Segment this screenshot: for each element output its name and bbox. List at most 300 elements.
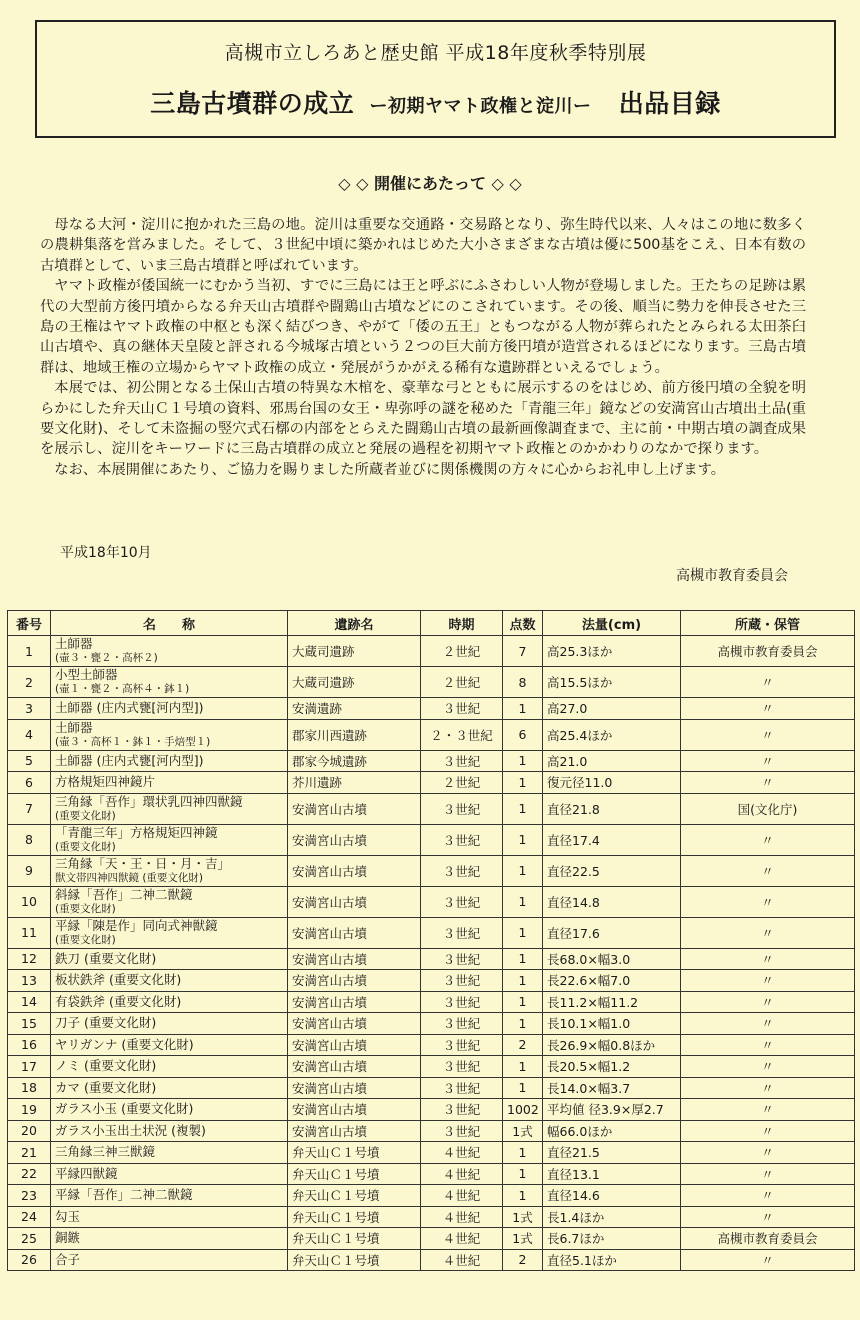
cell-site [288, 824, 421, 855]
cell-name-text: 鉄刀 (重要文化財) [55, 950, 157, 966]
table-row [8, 855, 855, 886]
cell-owner-text: 〃 [761, 775, 774, 791]
cell-name [51, 970, 288, 992]
cell-number-text: 1 [25, 643, 33, 659]
cell-count [503, 698, 543, 720]
table-row [8, 667, 855, 698]
cell-size [543, 824, 681, 855]
cell-name [51, 750, 288, 772]
table-header-row [8, 611, 855, 636]
cell-name [51, 698, 288, 720]
cell-owner [681, 667, 855, 698]
cell-number-text: 15 [21, 1015, 37, 1031]
table-row [8, 698, 855, 720]
cell-size [543, 772, 681, 794]
cell-period-text: ３世紀 [442, 973, 481, 989]
cell-owner [681, 719, 855, 750]
cell-owner [681, 1206, 855, 1228]
cell-number-text: 21 [21, 1144, 37, 1160]
cell-site [288, 855, 421, 886]
table-row [8, 948, 855, 970]
cell-period [421, 1120, 503, 1142]
cell-name [51, 636, 288, 667]
cell-size-text: 高25.4ほか [547, 727, 613, 743]
cell-site [288, 1056, 421, 1078]
cell-period-text: ３世紀 [442, 1016, 481, 1032]
cell-site-text: 安満宮山古墳 [292, 1080, 368, 1096]
cell-count-text: 1 [518, 753, 527, 769]
cell-count-text: 1 [518, 1058, 527, 1074]
cell-period-text: ３世紀 [442, 863, 481, 879]
cell-site [288, 991, 421, 1013]
cell-number [8, 1249, 51, 1271]
cell-period [421, 772, 503, 794]
section-heading: ◇ ◇ 開催にあたって ◇ ◇ [338, 174, 522, 193]
cell-count [503, 719, 543, 750]
cell-size-text: 直径13.1 [547, 1166, 600, 1182]
cell-period-text: ３世紀 [442, 894, 481, 910]
cell-site-text: 安満宮山古墳 [292, 1102, 368, 1118]
table-row [8, 1077, 855, 1099]
cell-owner [681, 948, 855, 970]
cell-owner [681, 1099, 855, 1121]
cell-number [8, 636, 51, 667]
cell-number [8, 855, 51, 886]
intro-paragraph: 本展では、初公開となる土保山古墳の特異な木棺を、豪華な弓とともに展示するのをはじめ、前方後円墳の全貌を明らかにした弁天山Ｃ１号墳の資料、邪馬台国の女王・卑弥呼の謎を秘めた「青龍三年」鏡などの安満宮山古墳出土品(重要文化財)、そして未盗掘の竪穴式石槨の内部をとらえた闘鶏山古墳の最新画像調査まで、主に前・中期古墳の調査成果を展示し、淀川をキーワードに三島古墳群の成立と発展の過程を初期ヤマト政権とのかかわりのなかで探ります。 [40, 380, 806, 458]
cell-size-text: 高25.3ほか [547, 644, 613, 659]
cell-size-text: 高27.0 [547, 701, 588, 717]
cell-name-text: 平縁四獣鏡 [55, 1165, 118, 1181]
cell-name-subtext: (壷１・甕２・高杯４・鉢１) [55, 683, 190, 695]
cell-number [8, 948, 51, 970]
header-number: 番号 [8, 611, 51, 636]
cell-period-text: ４世紀 [442, 1231, 481, 1247]
cell-period-text: ４世紀 [442, 1145, 481, 1161]
cell-owner [681, 917, 855, 948]
cell-name-subtext: (重要文化財) [55, 902, 116, 915]
cell-count [503, 1185, 543, 1207]
cell-name-text: 三角縁「天・王・日・月・吉」 [55, 855, 231, 871]
cell-site-text: 安満宮山古墳 [292, 925, 368, 941]
cell-number-text: 17 [21, 1058, 37, 1074]
cell-size [543, 1099, 681, 1121]
cell-site [288, 1077, 421, 1099]
cell-number-text: 8 [25, 832, 33, 847]
cell-owner [681, 1056, 855, 1078]
cell-owner-text: 〃 [761, 894, 774, 910]
cell-size [543, 667, 681, 698]
exhibition-header: 高槻市立しろあと歴史館 平成18年度秋季特別展 [224, 42, 647, 64]
cell-number [8, 793, 51, 824]
cell-owner [681, 793, 855, 824]
cell-count [503, 1056, 543, 1078]
cell-number-text: 7 [25, 801, 33, 816]
cell-owner-text: 〃 [761, 675, 774, 690]
cell-period [421, 719, 503, 750]
table-row [8, 1120, 855, 1142]
cell-number [8, 824, 51, 855]
cell-name-text: 平縁「吾作」二神二獣鏡 [55, 1187, 193, 1203]
cell-name-text: 「青龍三年」方格規矩四神鏡 [55, 824, 218, 840]
cell-number-text: 4 [25, 727, 33, 742]
cell-site-text: 安満宮山古墳 [292, 1059, 368, 1075]
cell-count [503, 667, 543, 698]
cell-name-text: 有袋鉄斧 (重要文化財) [55, 993, 182, 1009]
cell-period [421, 917, 503, 948]
cell-site-text: 安満宮山古墳 [292, 1037, 368, 1053]
cell-name-text: ヤリガンナ (重要文化財) [55, 1036, 194, 1052]
cell-owner-text: 〃 [761, 1102, 774, 1118]
cell-count-text: 6 [518, 727, 527, 742]
cell-count-text: 1 [518, 801, 527, 816]
cell-site [288, 1249, 421, 1271]
cell-period [421, 698, 503, 720]
cell-number-text: 12 [21, 951, 37, 967]
cell-site-text: 大蔵司遺跡 [292, 675, 355, 690]
cell-period-text: ３世紀 [442, 1080, 481, 1096]
cell-name-text: 刀子 (重要文化財) [55, 1015, 157, 1031]
cell-count [503, 1077, 543, 1099]
cell-size [543, 1185, 681, 1207]
cell-count-text: 1 [518, 863, 527, 878]
cell-size-text: 直径21.8 [547, 801, 600, 817]
cell-size [543, 750, 681, 772]
cell-count [503, 886, 543, 917]
cell-size [543, 1013, 681, 1035]
cell-period [421, 1034, 503, 1056]
cell-number-text: 10 [21, 894, 37, 909]
table-row [8, 793, 855, 824]
cell-number-text: 5 [25, 753, 33, 769]
cell-size-text: 幅66.0ほか [547, 1123, 613, 1139]
cell-number [8, 1206, 51, 1228]
cell-site [288, 698, 421, 720]
cell-name-text: カマ (重要文化財) [55, 1079, 157, 1095]
cell-number [8, 1077, 51, 1099]
cell-size-text: 高21.0 [547, 753, 588, 769]
cell-count [503, 855, 543, 886]
cell-number-text: 14 [21, 994, 37, 1010]
cell-period-text: ３世紀 [442, 832, 481, 848]
cell-name [51, 1077, 288, 1099]
cell-number [8, 970, 51, 992]
cell-size [543, 698, 681, 720]
table-row [8, 1099, 855, 1121]
cell-count-text: 1 [518, 774, 527, 790]
cell-number [8, 750, 51, 772]
cell-site [288, 750, 421, 772]
cell-size-text: 直径17.4 [547, 832, 600, 848]
cell-name [51, 1206, 288, 1228]
cell-count [503, 917, 543, 948]
cell-owner-text: 〃 [761, 1166, 774, 1182]
cell-number [8, 991, 51, 1013]
cell-size [543, 991, 681, 1013]
cell-period-text: ３世紀 [442, 951, 481, 967]
cell-number [8, 917, 51, 948]
cell-name [51, 1099, 288, 1121]
cell-site [288, 1013, 421, 1035]
cell-number-text: 6 [25, 774, 33, 790]
cell-number-text: 20 [21, 1123, 37, 1139]
cell-period-text: ３世紀 [442, 801, 481, 817]
cell-site-text: 安満遺跡 [292, 701, 343, 717]
cell-period-text: ２世紀 [442, 675, 481, 690]
cell-site [288, 1228, 421, 1250]
cell-name-subtext: 獣文帯四神四獣鏡 (重要文化財) [55, 871, 204, 884]
cell-owner [681, 1034, 855, 1056]
table-row [8, 1228, 855, 1250]
cell-size-text: 高15.5ほか [547, 675, 613, 690]
cell-size-text: 復元径11.0 [547, 775, 613, 791]
cell-number [8, 1099, 51, 1121]
page-title [37, 84, 834, 120]
intro-paragraph: 母なる大河・淀川に抱かれた三島の地。淀川は重要な交通路・交易路となり、弥生時代以来、人々はこの地に数多くの農耕集落を営みました。そして、３世紀中頃に築かれはじめた大小さまざまな古墳は優に500基をこえ、日本有数の古墳群として、いま三島古墳群と呼ばれています。 [40, 217, 806, 274]
cell-number-text: 24 [21, 1209, 37, 1225]
organization: 高槻市教育委員会 [676, 568, 788, 584]
cell-owner [681, 772, 855, 794]
cell-owner-text: 〃 [761, 1037, 774, 1053]
cell-period-text: ３世紀 [442, 1123, 481, 1139]
cell-number [8, 1185, 51, 1207]
cell-period-text: ３世紀 [442, 1037, 481, 1053]
cell-count-text: 1 [518, 1080, 527, 1096]
cell-count-text: 1 [518, 925, 527, 940]
cell-number [8, 1013, 51, 1035]
cell-count [503, 1013, 543, 1035]
cell-owner [681, 1163, 855, 1185]
cell-period-text: ３世紀 [442, 701, 481, 717]
table-row [8, 1056, 855, 1078]
cell-site [288, 886, 421, 917]
cell-period [421, 855, 503, 886]
cell-name [51, 1249, 288, 1271]
cell-period [421, 1206, 503, 1228]
cell-site-text: 安満宮山古墳 [292, 951, 368, 967]
cell-number [8, 1142, 51, 1164]
cell-period [421, 886, 503, 917]
cell-number-text: 25 [21, 1230, 37, 1246]
cell-name [51, 1163, 288, 1185]
cell-owner-text: 〃 [761, 973, 774, 989]
cell-name [51, 719, 288, 750]
cell-name [51, 793, 288, 824]
cell-period [421, 636, 503, 667]
cell-size [543, 886, 681, 917]
cell-period [421, 1185, 503, 1207]
cell-period-text: ４世紀 [442, 1252, 481, 1268]
cell-count-text: 1 [518, 972, 527, 988]
cell-name [51, 1142, 288, 1164]
cell-name-subtext: (壷３・高杯１・鉢１・手焙型１) [55, 735, 211, 748]
cell-size [543, 719, 681, 750]
table-row [8, 772, 855, 794]
cell-size-text: 平均値 径3.9×厚2.7 [547, 1102, 664, 1118]
cell-site-text: 弁天山Ｃ１号墳 [292, 1145, 380, 1161]
cell-period [421, 991, 503, 1013]
cell-owner [681, 1249, 855, 1271]
cell-number [8, 886, 51, 917]
cell-size-text: 直径21.5 [547, 1145, 600, 1161]
cell-site-text: 弁天山Ｃ１号墳 [292, 1166, 380, 1182]
cell-count-text: 1 [518, 1187, 527, 1203]
cell-count-text: 1 [518, 1144, 527, 1160]
cell-name-text: 合子 [55, 1251, 81, 1267]
cell-number [8, 1163, 51, 1185]
cell-name [51, 772, 288, 794]
cell-owner [681, 1120, 855, 1142]
cell-name [51, 1013, 288, 1035]
cell-number [8, 1056, 51, 1078]
subtitle: ー初期ヤマト政権と淀川ー [369, 96, 592, 117]
cell-name [51, 667, 288, 698]
cell-site-text: 安満宮山古墳 [292, 973, 368, 989]
table-row [8, 1163, 855, 1185]
cell-owner-text: 〃 [761, 1016, 774, 1032]
cell-owner [681, 824, 855, 855]
cell-count-text: 7 [518, 643, 527, 659]
cell-count-text: 8 [518, 674, 527, 690]
cell-size [543, 1077, 681, 1099]
cell-site [288, 1206, 421, 1228]
table-row [8, 1206, 855, 1228]
cell-count [503, 1034, 543, 1056]
cell-name-text: 勾玉 [55, 1208, 81, 1224]
cell-number-text: 22 [21, 1166, 37, 1182]
cell-count-text: 1 [518, 951, 527, 967]
table-row [8, 636, 855, 667]
cell-size-text: 長20.5×幅1.2 [547, 1059, 631, 1075]
cell-owner-text: 〃 [761, 1209, 774, 1225]
cell-site-text: 安満宮山古墳 [292, 832, 368, 848]
cell-owner [681, 1228, 855, 1250]
cell-count [503, 970, 543, 992]
cell-name-text: 土師器 (庄内式甕[河内型]) [55, 700, 204, 716]
header-owner: 所蔵・保管 [681, 611, 855, 636]
title-box [35, 20, 836, 138]
cell-name-text: 三角縁三神三獣鏡 [55, 1144, 156, 1160]
cell-name-text: 小型土師器 [55, 667, 118, 682]
cell-size [543, 1249, 681, 1271]
cell-owner-text: 〃 [761, 753, 774, 769]
cell-site [288, 772, 421, 794]
cell-name-subtext: (重要文化財) [55, 809, 116, 822]
cell-count [503, 636, 543, 667]
cell-name-text: 土師器 [55, 636, 93, 651]
cell-owner [681, 1142, 855, 1164]
table-row [8, 1185, 855, 1207]
header-count: 点数 [503, 611, 543, 636]
cell-site-text: 弁天山Ｃ１号墳 [292, 1231, 380, 1247]
cell-period-text: ４世紀 [442, 1166, 481, 1182]
cell-site-text: 郡家川西遺跡 [292, 727, 368, 743]
issue-date: 平成18年10月 [60, 545, 152, 561]
cell-name-subtext: (重要文化財) [55, 840, 116, 853]
cell-name-text: 斜縁「吾作」二神二獣鏡 [55, 886, 193, 902]
cell-period [421, 1228, 503, 1250]
cell-period [421, 1163, 503, 1185]
cell-number [8, 1120, 51, 1142]
cell-owner-text: 〃 [761, 1188, 774, 1204]
cell-period [421, 1142, 503, 1164]
cell-size-text: 長68.0×幅3.0 [547, 951, 631, 967]
cell-period [421, 1077, 503, 1099]
cell-size-text: 直径22.5 [547, 863, 600, 879]
cell-name-text: ガラス小玉 (重要文化財) [55, 1101, 194, 1117]
cell-owner [681, 1077, 855, 1099]
cell-count-text: 1 [518, 700, 527, 716]
main-title: 三島古墳群の成立 [150, 89, 355, 118]
cell-name-text: ノミ (重要文化財) [55, 1058, 157, 1074]
cell-size [543, 1163, 681, 1185]
cell-owner-text: 〃 [761, 701, 774, 717]
cell-owner-text: 〃 [761, 1123, 774, 1139]
cell-owner [681, 991, 855, 1013]
cell-name-text: ガラス小玉出土状況 (複製) [55, 1122, 206, 1138]
cell-name [51, 917, 288, 948]
cell-name [51, 855, 288, 886]
cell-number-text: 13 [21, 972, 37, 988]
cell-number [8, 719, 51, 750]
cell-site [288, 793, 421, 824]
cell-owner-text: 〃 [761, 1059, 774, 1075]
table-row [8, 1249, 855, 1271]
cell-site-text: 安満宮山古墳 [292, 801, 368, 817]
cell-size [543, 636, 681, 667]
cell-site [288, 948, 421, 970]
cell-size-text: 直径14.8 [547, 894, 600, 910]
cell-period [421, 1099, 503, 1121]
cell-period [421, 667, 503, 698]
cell-name-text: 土師器 [55, 719, 93, 735]
cell-period-text: ３世紀 [442, 994, 481, 1010]
table-row [8, 824, 855, 855]
cell-owner-text: 国(文化庁) [737, 801, 798, 817]
cell-name-subtext: (壷３・甕２・高杯２) [55, 652, 158, 664]
cell-site-text: 安満宮山古墳 [292, 1016, 368, 1032]
cell-number [8, 772, 51, 794]
cell-number-text: 16 [21, 1037, 37, 1053]
cell-owner [681, 750, 855, 772]
table-row [8, 970, 855, 992]
cell-owner [681, 1013, 855, 1035]
cell-count [503, 1249, 543, 1271]
cell-site [288, 1120, 421, 1142]
cell-count [503, 1099, 543, 1121]
cell-size-text: 長26.9×幅0.8ほか [547, 1037, 656, 1053]
cell-count-text: 1 [518, 894, 527, 909]
cell-count [503, 1142, 543, 1164]
cell-period-text: ４世紀 [442, 1209, 481, 1225]
cell-number-text: 11 [21, 925, 37, 940]
cell-period-text: ２・３世紀 [430, 727, 493, 743]
cell-site [288, 1163, 421, 1185]
cell-count-text: 1 [518, 994, 527, 1010]
cell-count-text: 1 [518, 832, 527, 847]
cell-owner [681, 1185, 855, 1207]
cell-number-text: 2 [25, 674, 33, 690]
table-row [8, 719, 855, 750]
cell-count [503, 824, 543, 855]
cell-period [421, 1013, 503, 1035]
cell-count-text: 1002 [507, 1101, 539, 1117]
cell-name-text: 土師器 (庄内式甕[河内型]) [55, 752, 204, 768]
cell-count [503, 772, 543, 794]
cell-size [543, 1034, 681, 1056]
cell-owner-text: 〃 [761, 1080, 774, 1096]
cell-site [288, 1185, 421, 1207]
cell-owner [681, 886, 855, 917]
